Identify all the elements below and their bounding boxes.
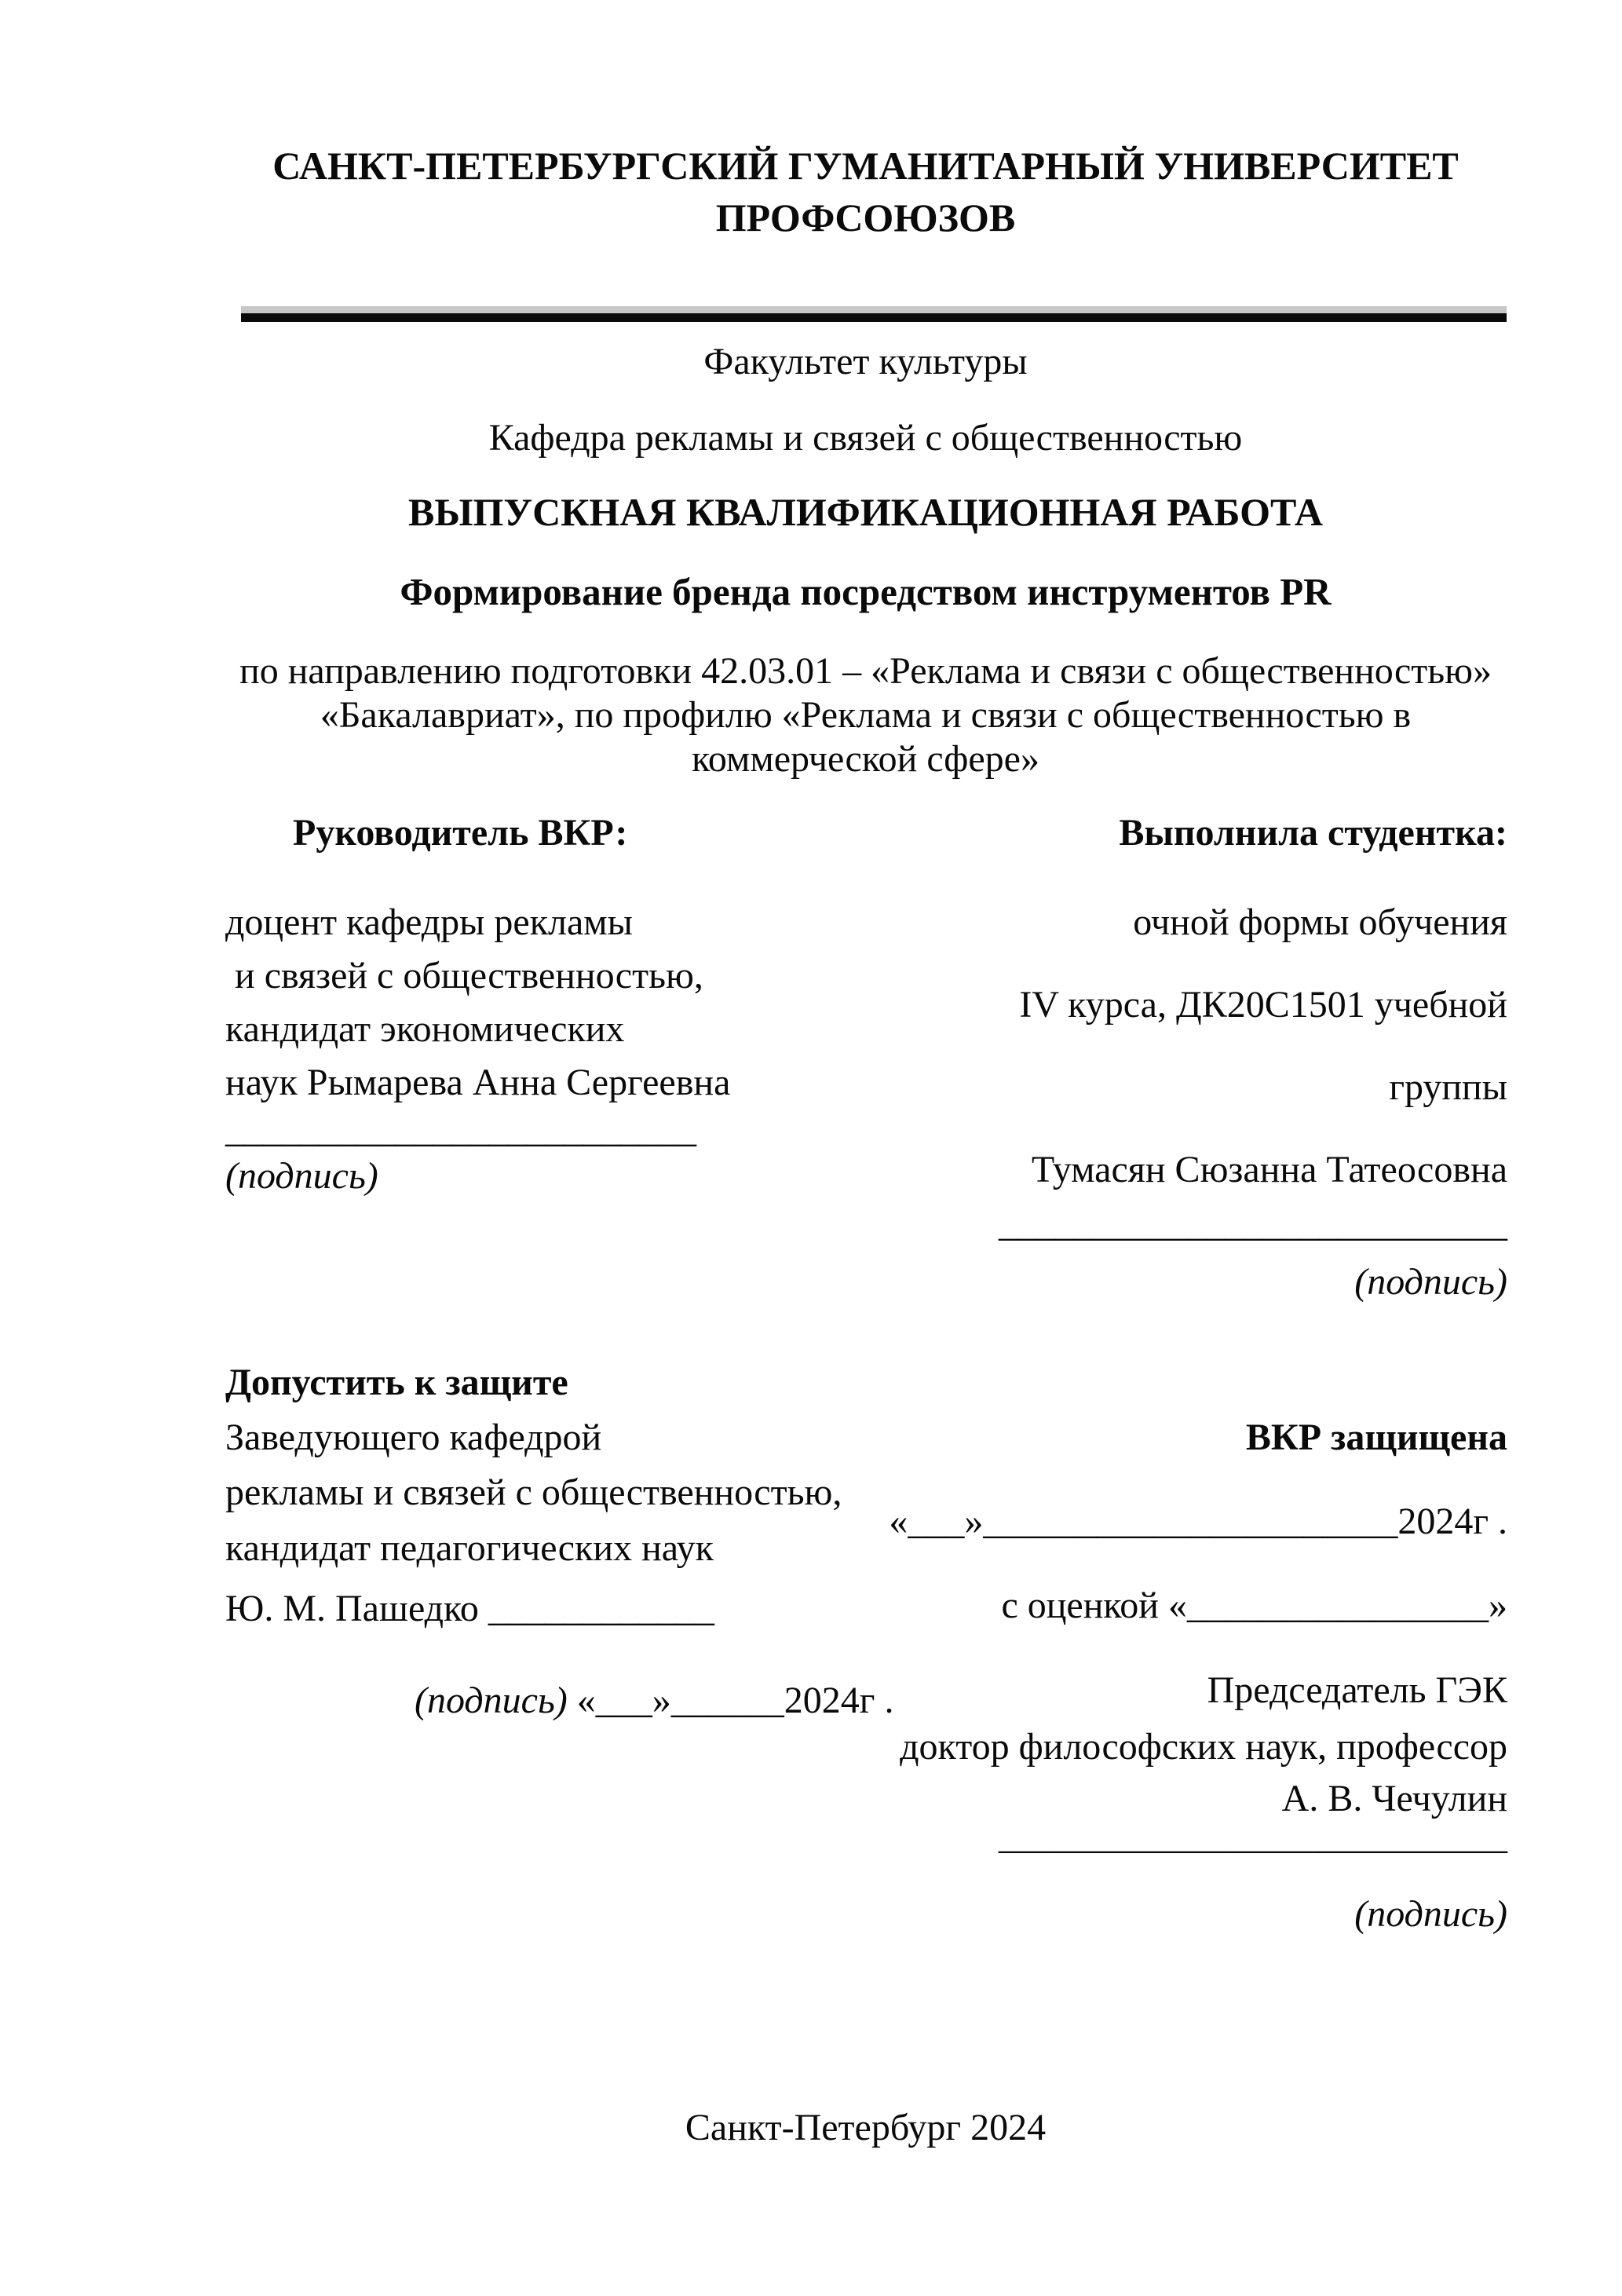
- university-name-line1: САНКТ-ПЕТЕРБУРГСКИЙ ГУМАНИТАРНЫЙ УНИВЕРСИТЕТ: [272, 144, 1459, 188]
- program-line-2: «Бакалавриат», по профилю «Реклама и связи с общественностью в: [320, 694, 1412, 736]
- admission-signee-line: Ю. М. Пашедко ____________: [225, 1588, 714, 1629]
- supervisor-line-2: и связей с общественностью,: [225, 955, 703, 996]
- defense-chair-degree: доктор философских наук, профессор: [900, 1726, 1507, 1768]
- student-line-3: группы: [1389, 1066, 1507, 1108]
- supervisor-line-3: кандидат экономических: [225, 1008, 625, 1050]
- city-year: Санкт-Петербург 2024: [685, 2107, 1047, 2148]
- work-title: Формирование бренда посредством инструментов PR: [400, 570, 1332, 613]
- defense-chair-name: А. В. Чечулин: [1281, 1778, 1507, 1819]
- department-name: Кафедра рекламы и связей с общественностью: [488, 417, 1243, 459]
- admission-signature-caption: (подпись): [415, 1680, 568, 1721]
- supervisor-heading: Руководитель ВКР:: [293, 812, 628, 854]
- university-name-line2: ПРОФСОЮЗОВ: [715, 196, 1016, 239]
- defense-date-line: «___»______________________2024г .: [889, 1501, 1507, 1542]
- admission-signature-date: «___»______2024г .: [567, 1680, 894, 1721]
- program-line-3: коммерческой сфере»: [692, 738, 1039, 780]
- program-line-1: по направлению подготовки 42.03.01 – «Реклама и связи с общественностью»: [239, 650, 1492, 692]
- faculty-name: Факультет культуры: [703, 341, 1028, 382]
- admission-heading: Допустить к защите: [225, 1362, 568, 1403]
- supervisor-line-1: доцент кафедры рекламы: [225, 901, 633, 943]
- defense-heading: ВКР защищена: [1245, 1417, 1507, 1458]
- admission-line-1: Заведующего кафедрой: [225, 1417, 602, 1458]
- defense-signature-caption: (подпись): [1354, 1893, 1507, 1935]
- student-signature-caption: (подпись): [1354, 1261, 1507, 1303]
- defense-chair-title: Председатель ГЭК: [1207, 1669, 1507, 1711]
- horizontal-rule: [241, 313, 1507, 322]
- defense-signature-line: ___________________________: [999, 1815, 1507, 1857]
- student-line-4: Тумасян Сюзанна Татеосовна: [1031, 1149, 1507, 1190]
- student-line-2: IV курса, ДК20С1501 учебной: [1019, 984, 1507, 1026]
- student-signature-line: ___________________________: [999, 1203, 1507, 1245]
- work-type-title: ВЫПУСКНАЯ КВАЛИФИКАЦИОННАЯ РАБОТА: [408, 490, 1323, 534]
- supervisor-signature-line: _________________________: [225, 1109, 696, 1150]
- supervisor-line-4: наук Рымарева Анна Сергеевна: [225, 1062, 731, 1103]
- admission-line-2: рекламы и связей с общественностью,: [225, 1472, 842, 1513]
- admission-line-3: кандидат педагогических наук: [225, 1527, 714, 1569]
- supervisor-signature-caption: (подпись): [225, 1155, 378, 1197]
- defense-grade-line: с оценкой «________________»: [1001, 1585, 1507, 1626]
- student-line-1: очной формы обучения: [1133, 901, 1507, 943]
- student-heading: Выполнила студентка:: [1119, 812, 1507, 854]
- horizontal-rule-highlight: [241, 306, 1507, 313]
